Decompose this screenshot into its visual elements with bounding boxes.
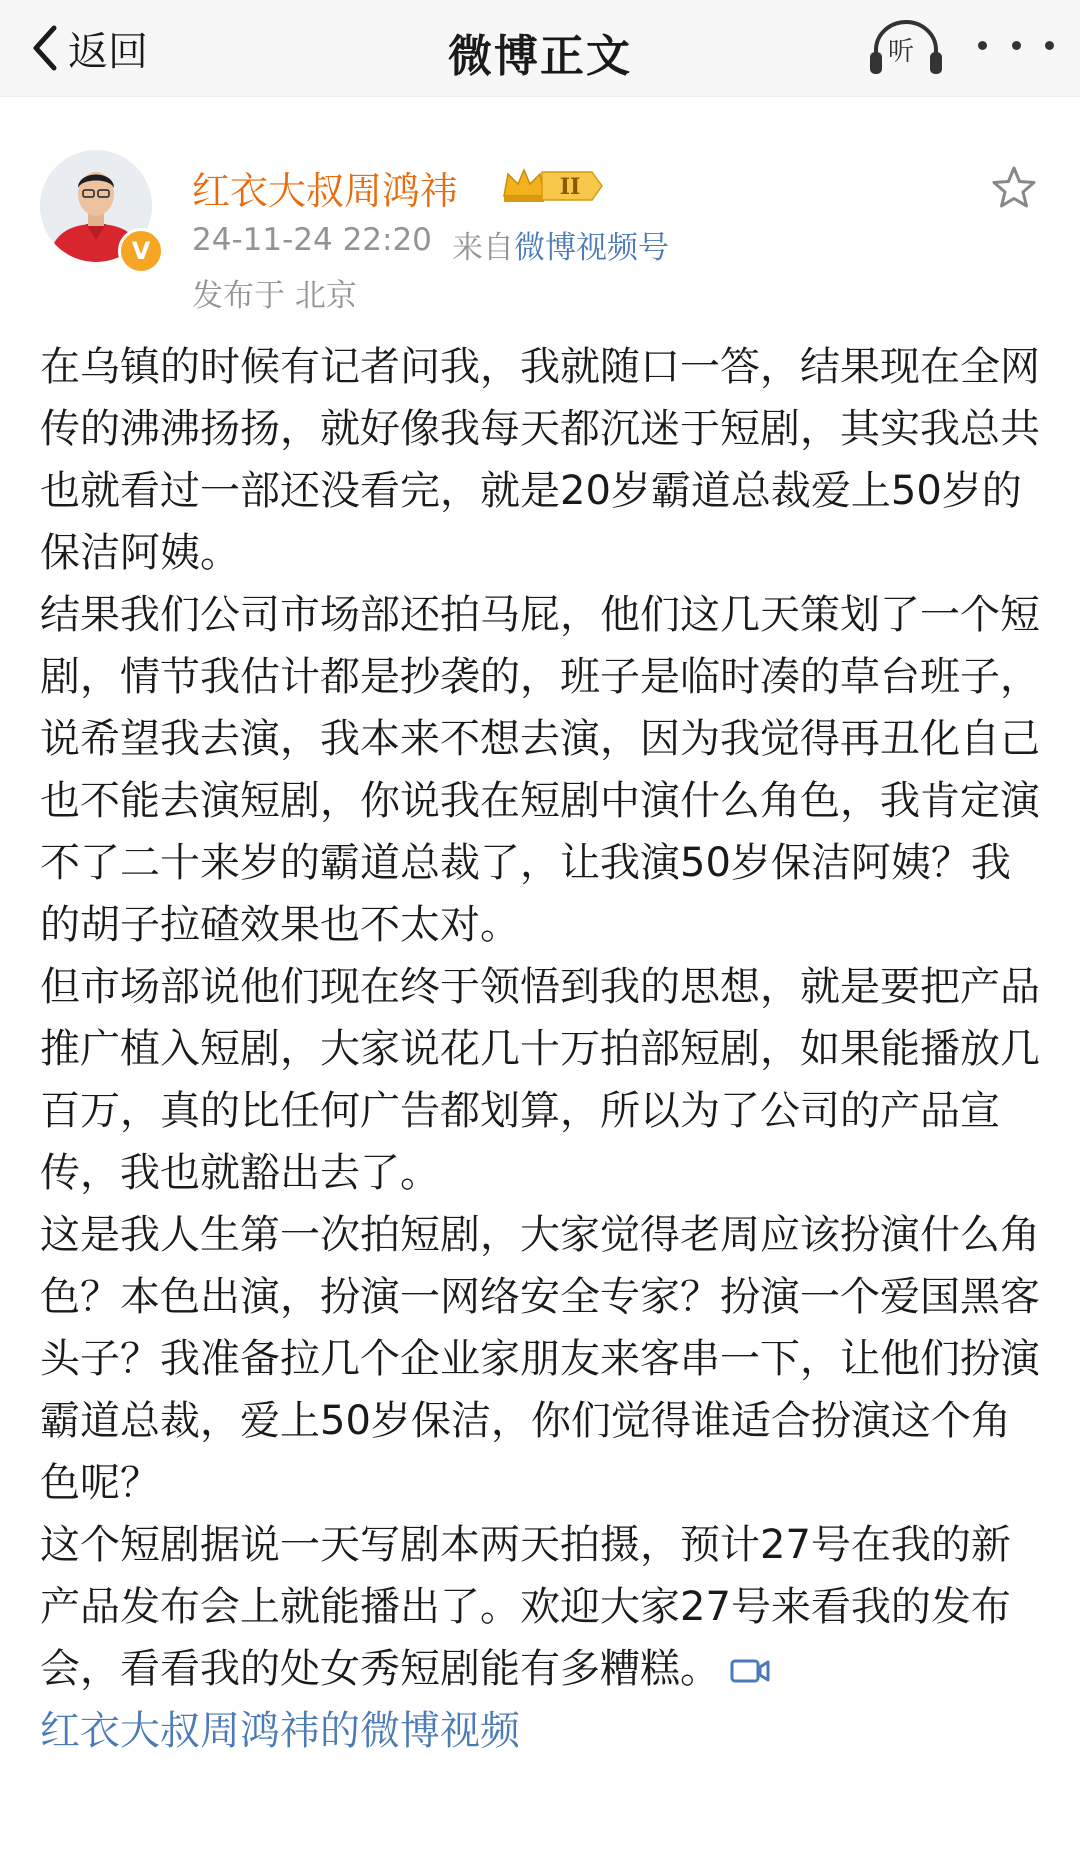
listen-button[interactable] — [866, 16, 946, 80]
post-paragraph: 但市场部说他们现在终于领悟到我的思想，就是要把产品推广植入短剧，大家说花几十万拍部短剧，如果能播放几百万，真的比任何广告都划算，所以为了公司的产品宣传，我也就豁出去了。 — [40, 964, 1040, 1196]
more-dot — [1012, 41, 1021, 50]
video-link[interactable]: 红衣大叔周鸿祎的微博视频 — [40, 1708, 520, 1754]
post-paragraph-last — [40, 1514, 1040, 1700]
back-label: 返回 — [68, 28, 148, 75]
crown-badge-icon — [500, 166, 604, 206]
post-time: 24-11-24 22:20 — [192, 222, 432, 258]
verified-badge-icon: V — [118, 228, 164, 274]
post-source[interactable]: 微博视频号 — [514, 230, 669, 266]
post-paragraph: 这是我人生第一次拍短剧，大家觉得老周应该扮演什么角色？本色出演，扮演一网络安全专家？扮演一个爱国黑客头子？我准备拉几个企业家朋友来客串一下，让他们扮演霸道总裁，爱上50岁保洁，你们觉得谁适合扮演这个角色呢？ — [40, 1212, 1040, 1506]
more-dot — [1045, 41, 1054, 50]
page-title: 微博正文 — [448, 31, 632, 82]
nav-bar — [0, 0, 1080, 97]
author-name[interactable]: 红衣大叔周鸿祎 — [192, 169, 459, 213]
from-prefix: 来自 — [452, 230, 514, 266]
video-camera-icon[interactable] — [730, 1657, 770, 1685]
listen-label: 听 — [888, 37, 915, 67]
post-source-line — [452, 222, 669, 267]
star-icon[interactable] — [990, 164, 1038, 212]
badge-level: II — [559, 174, 581, 200]
post-location: 发布于 北京 — [192, 278, 357, 314]
post-paragraph: 在乌镇的时候有记者问我，我就随口一答，结果现在全网传的沸沸扬扬，就好像我每天都沉迷于短剧，其实我总共也就看过一部还没看完，就是20岁霸道总裁爱上50岁的保洁阿姨。 — [40, 344, 1040, 576]
more-dots-icon — [978, 41, 987, 50]
post-paragraph: 结果我们公司市场部还拍马屁，他们这几天策划了一个短剧，情节我估计都是抄袭的，班子是临时凑的草台班子，说希望我去演，我本来不想去演，因为我觉得再丑化自己也不能去演短剧，你说我在短剧中演什么角色，我肯定演不了二十来岁的霸道总裁了，让我演50岁保洁阿姨？我的胡子拉碴效果也不太对。 — [40, 592, 1040, 948]
more-button[interactable] — [978, 30, 1054, 60]
post-paragraph: 这个短剧据说一天写剧本两天拍摄，预计27号在我的新产品发布会上就能播出了。欢迎大家27号来看我的发布会，看看我的处女秀短剧能有多糟糕。 — [40, 1522, 1011, 1692]
post-content — [40, 336, 1040, 1762]
